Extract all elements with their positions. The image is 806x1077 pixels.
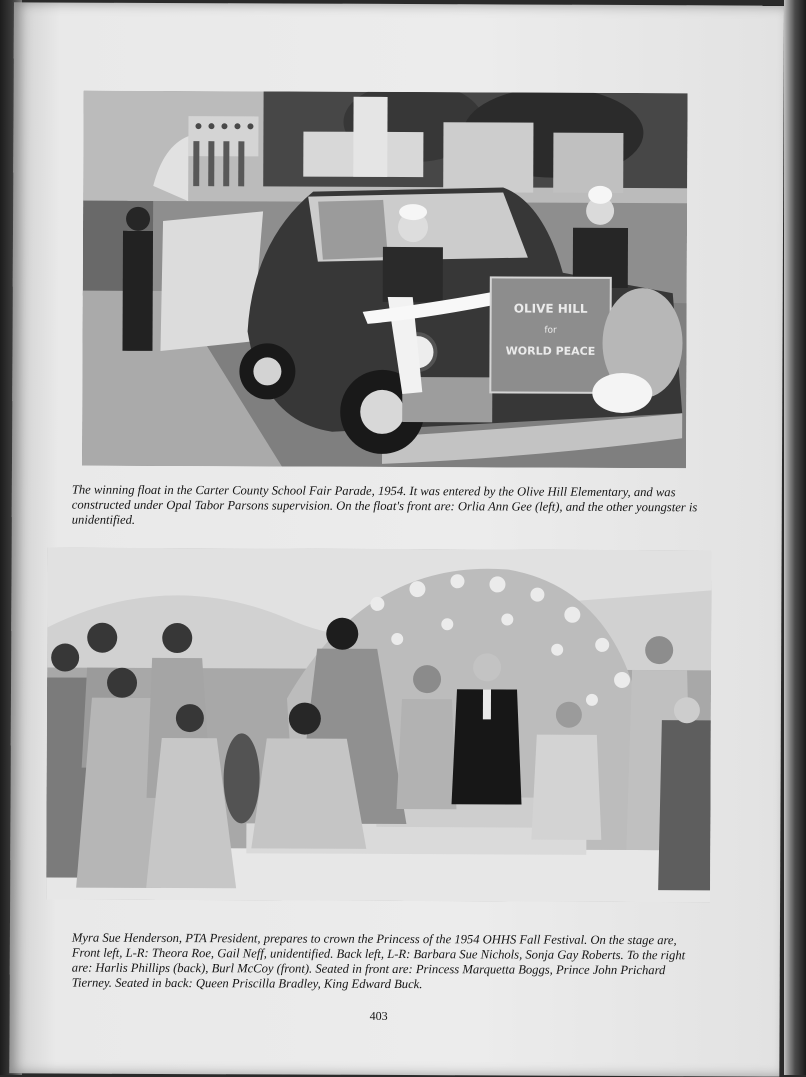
parade-float-caption: The winning float in the Carter County School Fair Parade, 1954. It was entered by the Olive Hill Elementary, and was constructed under Opal Tabor Parsons supervision. On the float's front are: Orlia Ann Gee (left), and the other youngster is unidentified. xyxy=(71,482,698,527)
float-sign-line-3: WORLD PEACE xyxy=(505,344,596,358)
fall-festival-caption: Myra Sue Henderson, PTA President, prepares to crown the Princess of the 1954 OHHS Fall Festival. On the stage are, Front left, L-R: Theora Roe, Gail Neff, unidentified. Back left, L-R: Barbara Sue Nichols, Sonja Gay Roberts. To the right are: Harlis Phillips (back), Burl McCoy (front). Seated in front are: Princess Marquetta Boggs, Prince John Prichard Tierney. Seated in back: Queen Priscilla Bradley, King Edward Buck. xyxy=(71,930,686,992)
book-page xyxy=(9,2,784,1076)
float-sign-line-1: OLIVE HILL xyxy=(513,301,588,316)
fall-festival-stage-photo xyxy=(46,547,712,902)
book-edge-shadow xyxy=(784,0,806,1075)
parade-float-photo xyxy=(82,91,688,469)
float-sign-line-2: for xyxy=(544,325,557,336)
page-number: 403 xyxy=(369,1008,388,1023)
